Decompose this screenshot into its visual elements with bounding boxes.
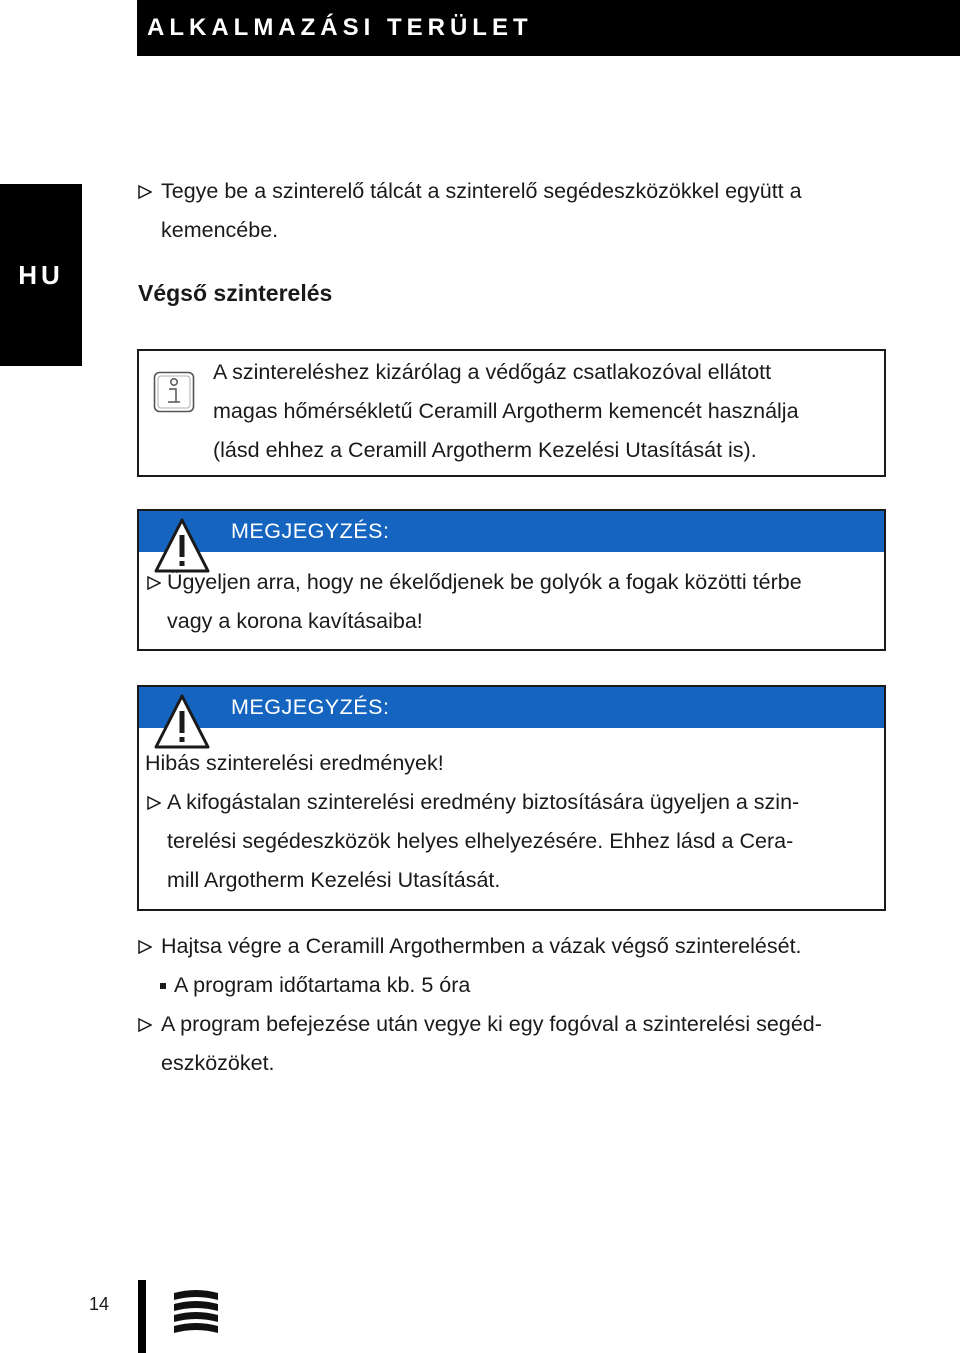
note-intro: Hibás szinterelési eredmények!: [145, 751, 444, 775]
language-tab: [0, 184, 82, 366]
note-title: MEGJEGYZÉS:: [231, 519, 390, 543]
info-text: magas hőmérsékletű Ceramill Argotherm kemencét használja: [213, 399, 799, 423]
info-icon: [153, 371, 195, 413]
step-text: Hajtsa végre a Ceramill Argothermben a vázak végső szinterelését.: [161, 934, 802, 958]
info-box: [137, 349, 886, 477]
section-title: ALKALMAZÁSI TERÜLET: [147, 14, 533, 41]
triangle-bullet-icon: [147, 796, 161, 810]
note-box: [137, 685, 886, 911]
triangle-bullet-icon: [138, 185, 152, 199]
info-text: (lásd ehhez a Ceramill Argotherm Kezelési Utasítását is).: [213, 438, 757, 462]
note-text: Ügyeljen arra, hogy ne ékelődjenek be golyók a fogak közötti térbe: [167, 570, 802, 594]
note-title: MEGJEGYZÉS:: [231, 695, 390, 719]
section-heading: Végső szinterelés: [138, 280, 333, 306]
triangle-bullet-icon: [138, 940, 152, 954]
step-text: kemencébe.: [161, 218, 279, 242]
page-number: 14: [89, 1294, 110, 1314]
warning-icon: [154, 693, 210, 749]
note-text: vagy a korona kavításaiba!: [167, 609, 423, 633]
brand-logo-icon: [170, 1287, 222, 1335]
footer-divider: [138, 1280, 146, 1353]
info-text: A szintereléshez kizárólag a védőgáz csatlakozóval ellátott: [213, 360, 772, 384]
note-text: A kifogástalan szinterelési eredmény biztosítására ügyeljen a szin-: [167, 790, 800, 814]
note-box: [137, 509, 886, 651]
sub-step-text: A program időtartama kb. 5 óra: [174, 973, 471, 997]
square-bullet-icon: [160, 983, 166, 989]
step-text: A program befejezése után vegye ki egy fogóval a szinterelési segéd-: [161, 1012, 822, 1036]
step-text: Tegye be a szinterelő tálcát a szinterelő segédeszközökkel együtt a: [161, 179, 802, 203]
note-text: terelési segédeszközök helyes elhelyezésére. Ehhez lásd a Cera-: [167, 829, 794, 853]
step-text: eszközöket.: [161, 1051, 275, 1075]
language-code: HU: [18, 259, 64, 290]
triangle-bullet-icon: [138, 1018, 152, 1032]
note-text: mill Argotherm Kezelési Utasítását.: [167, 868, 501, 892]
triangle-bullet-icon: [147, 576, 161, 590]
section-header: [137, 0, 960, 56]
